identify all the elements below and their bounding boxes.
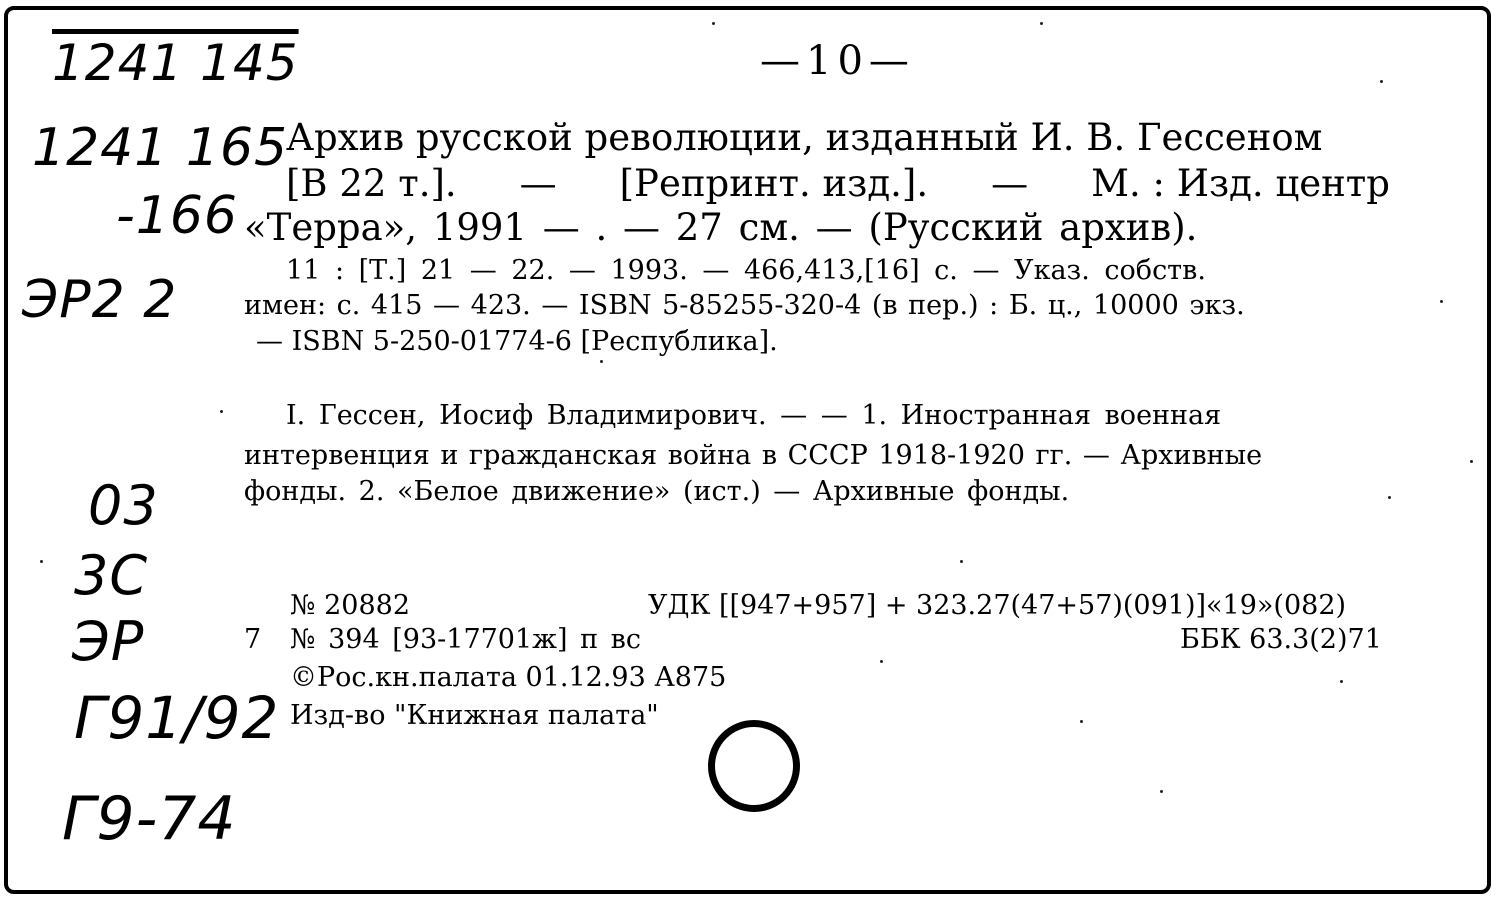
publisher-line: Изд-во "Книжная палата"	[290, 700, 659, 731]
scan-speck	[960, 560, 963, 563]
scan-speck	[1470, 460, 1473, 463]
scan-speck	[220, 410, 223, 413]
volume-line-1: 11 : [Т.] 21 — 22. — 1993. — 466,413,[16] с. — Указ. собств.	[286, 255, 1206, 286]
copyright-line: ©Рос.кн.палата 01.12.93 А875	[290, 662, 727, 693]
page-number: —10—	[760, 38, 915, 84]
scan-speck	[40, 560, 43, 563]
handwritten-shelfmark-1: 1241 145	[52, 34, 299, 92]
handwritten-code-1: ЭР2 2	[22, 270, 178, 330]
volume-line-3: — ISBN 5-250-01774-6 [Республика].	[256, 326, 778, 357]
scan-speck	[1040, 22, 1043, 25]
handwritten-code-2: 03	[88, 474, 159, 537]
title-line-2	[286, 162, 1390, 205]
scan-speck	[712, 22, 715, 25]
handwritten-shelfmark-3: -166	[116, 186, 239, 246]
handwritten-code-5: Г91/92	[74, 684, 280, 752]
subjects-line-2: интервенция и гражданская война в СССР 1918-1920 гг. — Архивные	[244, 440, 1263, 471]
title-line-2-volumes: [В 22 т.].	[286, 162, 457, 205]
subjects-line-1: I. Гессен, Иосиф Владимирович. — — 1. Иностранная военная	[286, 400, 1222, 431]
subjects-line-3: фонды. 2. «Белое движение» (ист.) — Архивные фонды.	[244, 476, 1070, 507]
scan-speck	[1440, 300, 1443, 303]
scan-speck	[600, 360, 603, 363]
card-prefix: 7	[244, 624, 262, 655]
scan-speck	[1160, 790, 1163, 793]
title-line-1: Архив русской революции, изданный И. В. Гессеном	[286, 116, 1323, 159]
card-hole	[708, 720, 800, 812]
handwritten-code-4: ЭР	[72, 610, 145, 673]
scan-speck	[1380, 80, 1383, 83]
scan-speck	[1340, 680, 1343, 683]
handwritten-code-6: Г9-74	[62, 784, 237, 854]
title-line-2-dash-2: —	[991, 162, 1029, 205]
scan-speck	[1388, 496, 1391, 499]
handwritten-code-3: 3С	[74, 544, 149, 607]
title-line-3: «Терра», 1991 — . — 27 см. — (Русский архив).	[244, 206, 1198, 249]
udk-code: УДК [[947+957] + 323.27(47+57)(091)]«19»(082)	[648, 590, 1347, 621]
bbk-code: ББК 63.3(2)71	[1180, 624, 1382, 655]
card-number-2: № 394 [93-17701ж] п вс	[290, 624, 642, 655]
volume-line-2: имен: с. 415 — 423. — ISBN 5-85255-320-4 (в пер.) : Б. ц., 10000 экз.	[244, 290, 1245, 321]
card-number-1: № 20882	[290, 590, 411, 621]
scan-speck	[1080, 720, 1083, 723]
title-line-2-place: М. : Изд. центр	[1091, 162, 1390, 205]
scan-speck	[880, 660, 883, 663]
title-line-2-reprint: [Репринт. изд.].	[619, 162, 929, 205]
title-line-2-dash-1: —	[519, 162, 557, 205]
handwritten-shelfmark-2: 1241 165	[32, 118, 289, 178]
